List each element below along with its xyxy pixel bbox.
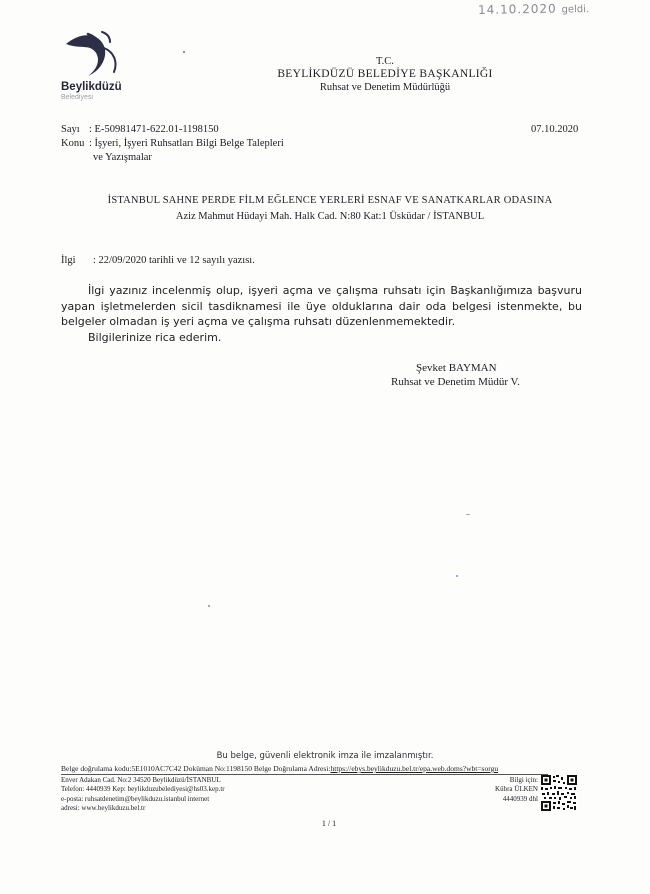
ilgi-value: : 22/09/2020 tarihli ve 12 sayılı yazısı. <box>93 255 255 266</box>
verification-code-text: Belge doğrulama kodu:5E1010AC7C42 Doküman No:1198150 Belge Doğrulama Adresi: <box>61 764 331 773</box>
handwritten-remark: geldi. <box>561 4 590 16</box>
konu-value-continued: ve Yazışmalar <box>93 152 152 163</box>
footer-info-line: Kübra ÜLKEN <box>495 785 538 794</box>
header-department: Ruhsat ve Denetim Müdürlüğü <box>319 82 451 93</box>
scan-speck <box>208 605 210 607</box>
verification-line <box>61 764 498 773</box>
scan-speck <box>183 51 185 53</box>
footer-info-line: Bilgi için: <box>509 776 538 784</box>
header-institution: BEYLİKDÜZÜ BELEDİYE BAŞKANLIĞI <box>277 68 493 80</box>
signatory-name: Şevket BAYMAN <box>416 362 497 374</box>
konu-value: : İşyeri, İşyeri Ruhsatları Bilgi Belge Talepleri <box>89 138 284 149</box>
logo-name: Beylikdüzü <box>61 81 122 93</box>
ilgi-label: İlgi <box>61 255 76 266</box>
e-signature-notice: Bu belge, güvenli elektronik imza ile imzalanmıştır. <box>216 751 434 761</box>
sayi-row <box>61 124 219 135</box>
ilgi-row <box>61 255 255 266</box>
sayi-value: : E-50981471-622.01-1198150 <box>89 124 219 135</box>
recipient-name: İSTANBUL SAHNE PERDE FİLM EĞLENCE YERLERİ ESNAF VE SANATKARLAR ODASINA <box>107 195 553 206</box>
footer-address-line: Enver Adakan Cad. No:2 34520 Beylikdüzü/İSTANBUL <box>61 776 221 784</box>
konu-label: Konu <box>61 138 85 149</box>
body-paragraph-1: İlgi yazınız incelenmiş olup, işyeri açma ve çalışma ruhsatı için Başkanlığımıza başvuru yapan işletmelerden sicil tasdiknamesi ile üye olduklarına dair oda belgesi istenmekte, bu belgeler olmadan iş yeri açma ve çalışma ruhsatı düzenlenmemektedir. <box>61 284 582 329</box>
qr-code-icon <box>541 775 577 811</box>
footer-address-line: Telefon: 4440939 Kep: beylikduzubelediyesi@hs03.kep.tr <box>61 785 225 794</box>
page-number: 1 / 1 <box>321 819 337 828</box>
konu-row <box>61 138 284 149</box>
footer-info-line: 4440939 dhl <box>502 794 538 803</box>
handwritten-date: 14.10.2020 <box>477 1 557 17</box>
signatory-title: Ruhsat ve Denetim Müdür V. <box>391 376 520 388</box>
header-tc: T.C. <box>376 56 394 67</box>
footer-address-block <box>61 776 225 813</box>
sayi-label: Sayı <box>61 124 80 135</box>
footer-divider <box>61 774 548 775</box>
footer-address-line: e-posta: ruhsatdenetim@beylikduzu.istanbul internet <box>61 794 210 803</box>
footer-contact-info <box>460 776 538 804</box>
logo-subtitle: Belediyesi <box>61 94 93 101</box>
handwritten-date-note <box>478 1 589 17</box>
footer-address-line: adresi: www.beylikduzu.bel.tr <box>61 803 146 812</box>
scan-speck <box>466 514 470 515</box>
scan-speck <box>456 575 458 577</box>
document-date: 07.10.2020 <box>531 124 579 135</box>
recipient-address: Aziz Mahmut Hüdayi Mah. Halk Cad. N:80 Kat:1 Üsküdar / İSTANBUL <box>175 211 485 222</box>
verification-url-link[interactable]: https://ebys.beylikduzu.bel.tr/epa.web.doms?wbt=sorgu <box>330 764 499 773</box>
body-paragraph-2: Bilgilerinize rica ederim. <box>88 331 222 344</box>
